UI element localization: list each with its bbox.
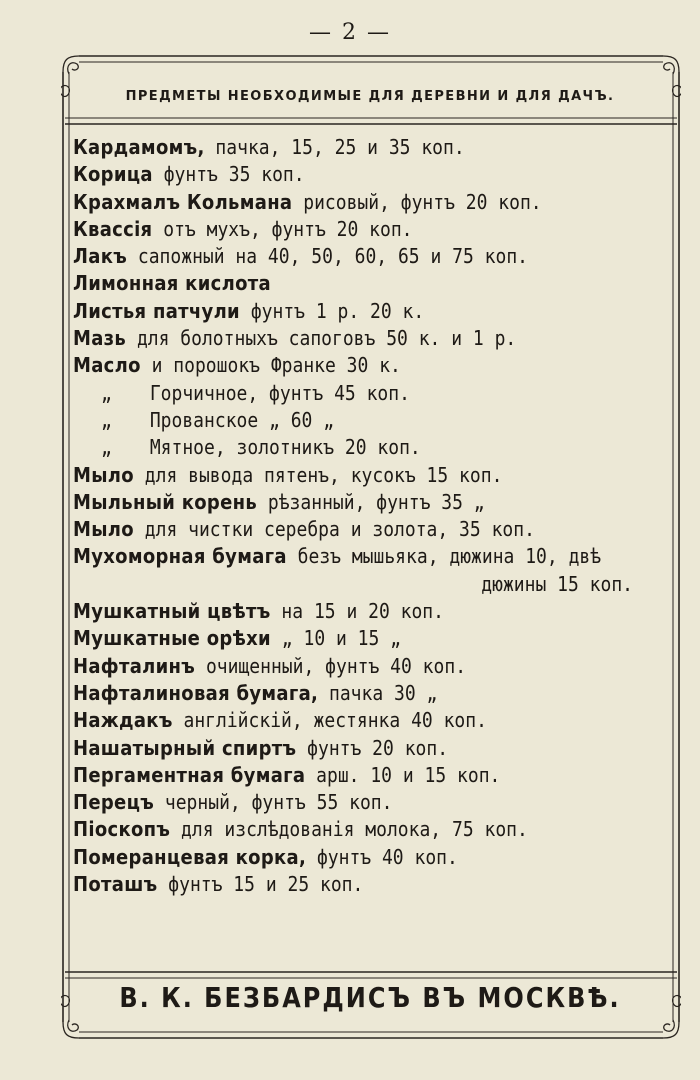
section-header: ПРЕДМЕТЫ НЕОБХОДИМЫЕ ДЛЯ ДЕРЕВНИ И ДЛЯ ДАЧЪ. bbox=[125, 89, 615, 104]
ditto-mark: „ bbox=[101, 408, 112, 433]
item-detail: черный, фунтъ 55 коп. bbox=[154, 790, 393, 815]
item-detail: фунтъ 15 и 25 коп. bbox=[157, 872, 364, 897]
item-detail: фунтъ 40 коп. bbox=[306, 845, 458, 870]
item-name: Мазь bbox=[73, 326, 127, 351]
item-detail: рисовый, фунтъ 20 коп. bbox=[292, 189, 542, 215]
item-name: Наждакъ bbox=[73, 708, 173, 733]
footer-publisher: В. К. БЕЗБАРДИСЪ ВЪ МОСКВѢ. bbox=[119, 981, 621, 1015]
item-detail: пачка 30 „ bbox=[318, 681, 438, 706]
item-detail: арш. 10 и 15 коп. bbox=[305, 763, 501, 788]
item-name: Пергаментная бумага bbox=[73, 763, 306, 788]
item-name: Померанцевая корка, bbox=[73, 845, 307, 870]
item-name: Листья патчули bbox=[73, 299, 240, 324]
item-detail: Горчичное, фунтъ 45 коп. bbox=[139, 381, 410, 406]
item-detail: на 15 и 20 коп. bbox=[270, 599, 444, 624]
item-name: Мыло bbox=[73, 517, 134, 542]
item-name: Нашатырный спиртъ bbox=[73, 735, 297, 761]
item-detail: для вывода пятенъ, кусокъ 15 коп. bbox=[133, 462, 503, 488]
item-detail: англійскій, жестянка 40 коп. bbox=[172, 708, 487, 733]
item-name: Мушкатные орѣхи bbox=[73, 626, 271, 651]
item-detail: для изслѣдованія молока, 75 коп. bbox=[170, 817, 528, 842]
ditto-mark: „ bbox=[101, 435, 112, 460]
item-detail: фунтъ 35 коп. bbox=[152, 162, 305, 187]
item-detail: Прованское „ 60 „ bbox=[139, 408, 335, 433]
list-item-ditto bbox=[73, 432, 653, 463]
item-detail: и порошокъ Франке 30 к. bbox=[140, 353, 401, 378]
list-item bbox=[73, 705, 653, 736]
item-name: Мушкатный цвѣтъ bbox=[73, 599, 271, 624]
item-detail: для болотныхъ сапоговъ 50 к. и 1 р. bbox=[126, 326, 517, 351]
item-name: Крахмалъ Кольмана bbox=[73, 189, 293, 215]
item-name: Лимонная кислота bbox=[73, 271, 271, 297]
item-detail: фунтъ 20 коп. bbox=[296, 735, 449, 761]
item-name: Корица bbox=[73, 162, 153, 187]
item-name: Нафталинъ bbox=[73, 654, 196, 679]
item-detail: фунтъ 1 р. 20 к. bbox=[239, 299, 425, 324]
item-detail: Мятное, золотникъ 20 коп. bbox=[139, 435, 421, 460]
item-name: Масло bbox=[73, 353, 141, 378]
item-detail: очищенный, фунтъ 40 коп. bbox=[195, 654, 467, 679]
items-list bbox=[73, 134, 653, 898]
item-name: Піоскопъ bbox=[73, 817, 171, 842]
item-detail: для чистки серебра и золота, 35 коп. bbox=[133, 517, 535, 542]
item-name: Мыло bbox=[73, 462, 134, 488]
item-name: Перецъ bbox=[73, 790, 155, 815]
list-item-continuation: дюжины 15 коп. bbox=[481, 572, 633, 597]
item-name: Кардамомъ, bbox=[73, 135, 205, 160]
item-detail: пачка, 15, 25 и 35 коп. bbox=[204, 135, 465, 160]
item-name: Мыльный корень bbox=[73, 490, 258, 515]
item-detail: рѣзанный, фунтъ 35 „ bbox=[257, 490, 485, 515]
item-name: Квассія bbox=[73, 217, 153, 242]
item-name: Нафталиновая бумага, bbox=[73, 681, 319, 706]
item-detail: отъ мухъ, фунтъ 20 коп. bbox=[152, 217, 413, 242]
page-number: — 2 — bbox=[309, 20, 391, 45]
item-detail: сапожный на 40, 50, 60, 65 и 75 коп. bbox=[127, 244, 529, 269]
item-name: Лакъ bbox=[73, 244, 128, 269]
list-item bbox=[73, 159, 653, 190]
item-detail: „ 10 и 15 „ bbox=[270, 626, 402, 651]
ditto-mark: „ bbox=[101, 381, 112, 406]
item-detail: безъ мышьяка, дюжина 10, двѣ bbox=[286, 544, 602, 570]
list-item bbox=[73, 869, 653, 900]
item-name: Мухоморная бумага bbox=[73, 544, 287, 570]
item-name: Поташъ bbox=[73, 872, 158, 897]
